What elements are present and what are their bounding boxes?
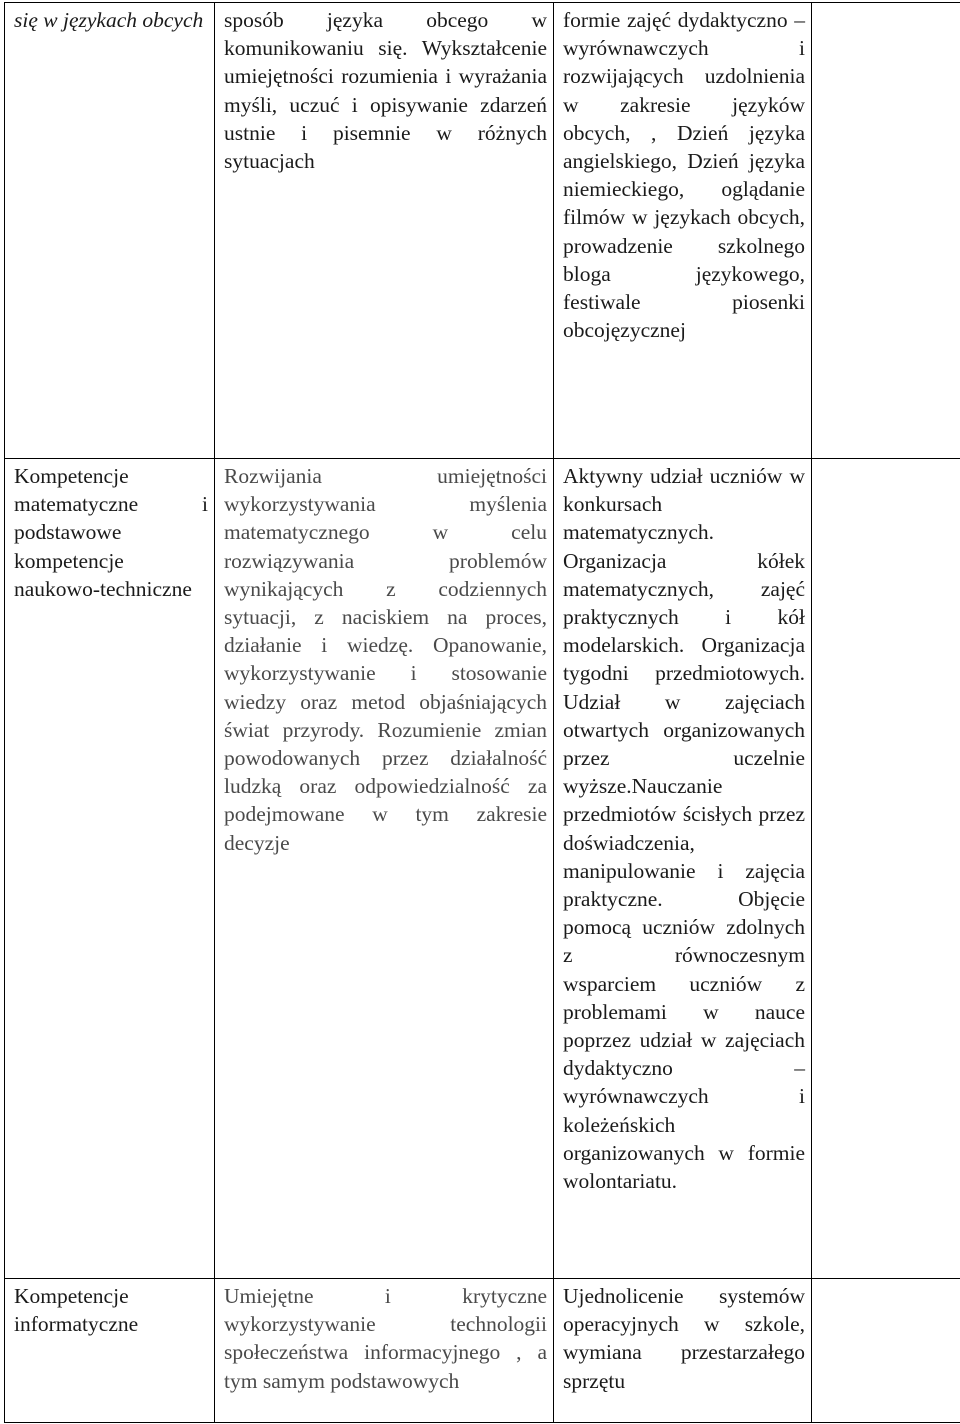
goals-text: sposób języka obcego w komunikowaniu się. Wykształcenie umiejętności rozumienia i wyrażania myśli, uczuć i opisywanie zdarzeń ustnie i pisemnie w różnych sytuacjach xyxy=(224,8,547,174)
notes-cell xyxy=(812,1279,960,1423)
actions-cell xyxy=(554,3,812,459)
goals-cell xyxy=(215,3,554,459)
table-row xyxy=(5,3,960,459)
competence-name: się w językach obcych xyxy=(14,8,204,32)
actions-text: formie zajęć dydaktyczno – wyrównawczych i rozwijających uzdolnienia w zakresie języków obcych, , Dzień języka angielskiego, Dzień języka niemieckiego, oglądanie filmów w językach obcych, prowadzenie szkolnego bloga językowego, festiwale piosenki obcojęzycznej xyxy=(563,8,805,343)
competence-cell xyxy=(5,3,215,459)
table-row xyxy=(5,1279,960,1423)
goals-cell xyxy=(215,1279,554,1423)
actions-cell xyxy=(554,1279,812,1423)
table-row xyxy=(5,459,960,1279)
competence-cell xyxy=(5,1279,215,1423)
notes-cell xyxy=(812,3,960,459)
competences-table xyxy=(4,2,960,1423)
goals-cell xyxy=(215,459,554,1279)
goals-text: Umiejętne i krytyczne wykorzystywanie technologii społeczeństwa informacyjnego , a tym samym podstawowych xyxy=(224,1284,547,1393)
actions-cell xyxy=(554,459,812,1279)
goals-text: Rozwijania umiejętności wykorzystywania myślenia matematycznego w celu rozwiązywania problemów wynikających z codziennych sytuacji, z naciskiem na proces, działanie i wiedzę. Opanowanie, wykorzystywanie i stosowanie wiedzy oraz metod objaśniających świat przyrody. Rozumienie zmian powodowanych przez działalność ludzką oraz odpowiedzialność za podejmowane w tym zakresie decyzje xyxy=(224,464,547,855)
competence-name: Kompetencje informatyczne xyxy=(14,1284,139,1337)
competence-cell xyxy=(5,459,215,1279)
actions-text: Aktywny udział uczniów w konkursach matematycznych. Organizacja kółek matematycznych, zajęć praktycznych i kół modelarskich. Organizacja tygodni przedmiotowych. Udział w zajęciach otwartych organizowanych przez uczelnie wyższe.Nauczanie przedmiotów ścisłych przez doświadczenia, manipulowanie i zajęcia praktyczne. Objęcie pomocą uczniów zdolnych z równoczesnym wsparciem uczniów z problemami w nauce poprzez udział w zajęciach dydaktyczno – wyrównawczych i koleżeńskich organizowanych w formie wolontariatu. xyxy=(563,464,805,1194)
notes-cell xyxy=(812,459,960,1279)
actions-text: Ujednolicenie systemów operacyjnych w szkole, wymiana przestarzałego sprzętu xyxy=(563,1284,805,1393)
competence-name: Kompetencje matematyczne i podstawowe kompetencje naukowo-techniczne xyxy=(14,464,208,601)
